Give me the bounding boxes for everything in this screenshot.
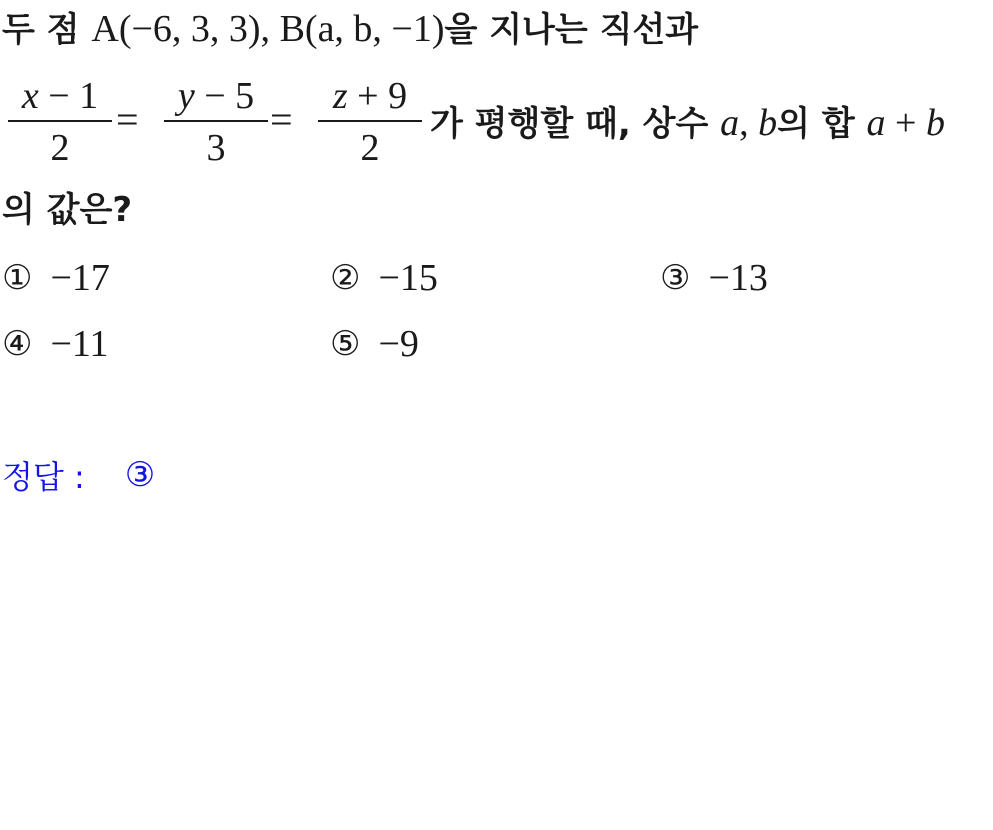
fraction-x-denominator: 2: [50, 127, 70, 169]
choice-1-marker: ①: [2, 258, 33, 298]
fraction-y-numerator: y − 5: [177, 75, 255, 117]
answer-label: 정답 :: [2, 458, 85, 496]
choice-4[interactable]: [2, 322, 109, 366]
question-text-sum: 의 합: [777, 104, 867, 144]
choice-3-marker: ③: [660, 258, 691, 298]
question-text-parallel: 가 평행할 때, 상수: [430, 104, 721, 144]
choice-1-value: −17: [50, 257, 110, 299]
fraction-x: [8, 76, 112, 168]
fraction-z: [318, 76, 422, 168]
answer-line: [2, 452, 155, 498]
sum-plus: +: [885, 102, 926, 144]
choice-3-value: −13: [708, 257, 768, 299]
fraction-y: [164, 76, 268, 168]
fraction-x-numerator: x − 1: [21, 75, 99, 117]
choice-2-marker: ②: [330, 258, 361, 298]
fraction-x-bar: [8, 120, 112, 122]
choice-5[interactable]: [330, 322, 419, 366]
point-a: A(−6, 3, 3),: [91, 8, 280, 50]
choice-4-value: −11: [50, 323, 109, 365]
choice-3[interactable]: [660, 256, 768, 300]
question-text-suffix: 을 지나는 직선과: [444, 10, 699, 50]
choice-2[interactable]: [330, 256, 438, 300]
choice-1[interactable]: [2, 256, 110, 300]
constant-a: a: [720, 102, 740, 144]
comma: ,: [739, 102, 759, 144]
answer-marker: ③: [124, 455, 156, 495]
choice-4-marker: ④: [2, 324, 33, 364]
question-line-1: [2, 10, 698, 48]
fraction-z-numerator: z + 9: [332, 75, 408, 117]
equals-sign-2: =: [270, 97, 293, 142]
question-line-2-text: [430, 104, 945, 142]
fraction-y-denominator: 3: [206, 127, 226, 169]
fraction-z-bar: [318, 120, 422, 122]
question-text-end: 의 값은?: [2, 190, 133, 230]
constant-b: b: [758, 102, 778, 144]
question-text-prefix: 두 점: [2, 10, 92, 50]
fraction-z-denominator: 2: [360, 127, 380, 169]
choice-5-value: −9: [378, 323, 419, 365]
equals-sign-1: =: [116, 97, 139, 142]
question-line-3: [2, 190, 133, 230]
point-b: B(a, b, −1): [279, 8, 445, 50]
sum-b: b: [925, 102, 945, 144]
fraction-y-bar: [164, 120, 268, 122]
choice-5-marker: ⑤: [330, 324, 361, 364]
sum-a: a: [866, 102, 886, 144]
choice-2-value: −15: [378, 257, 438, 299]
